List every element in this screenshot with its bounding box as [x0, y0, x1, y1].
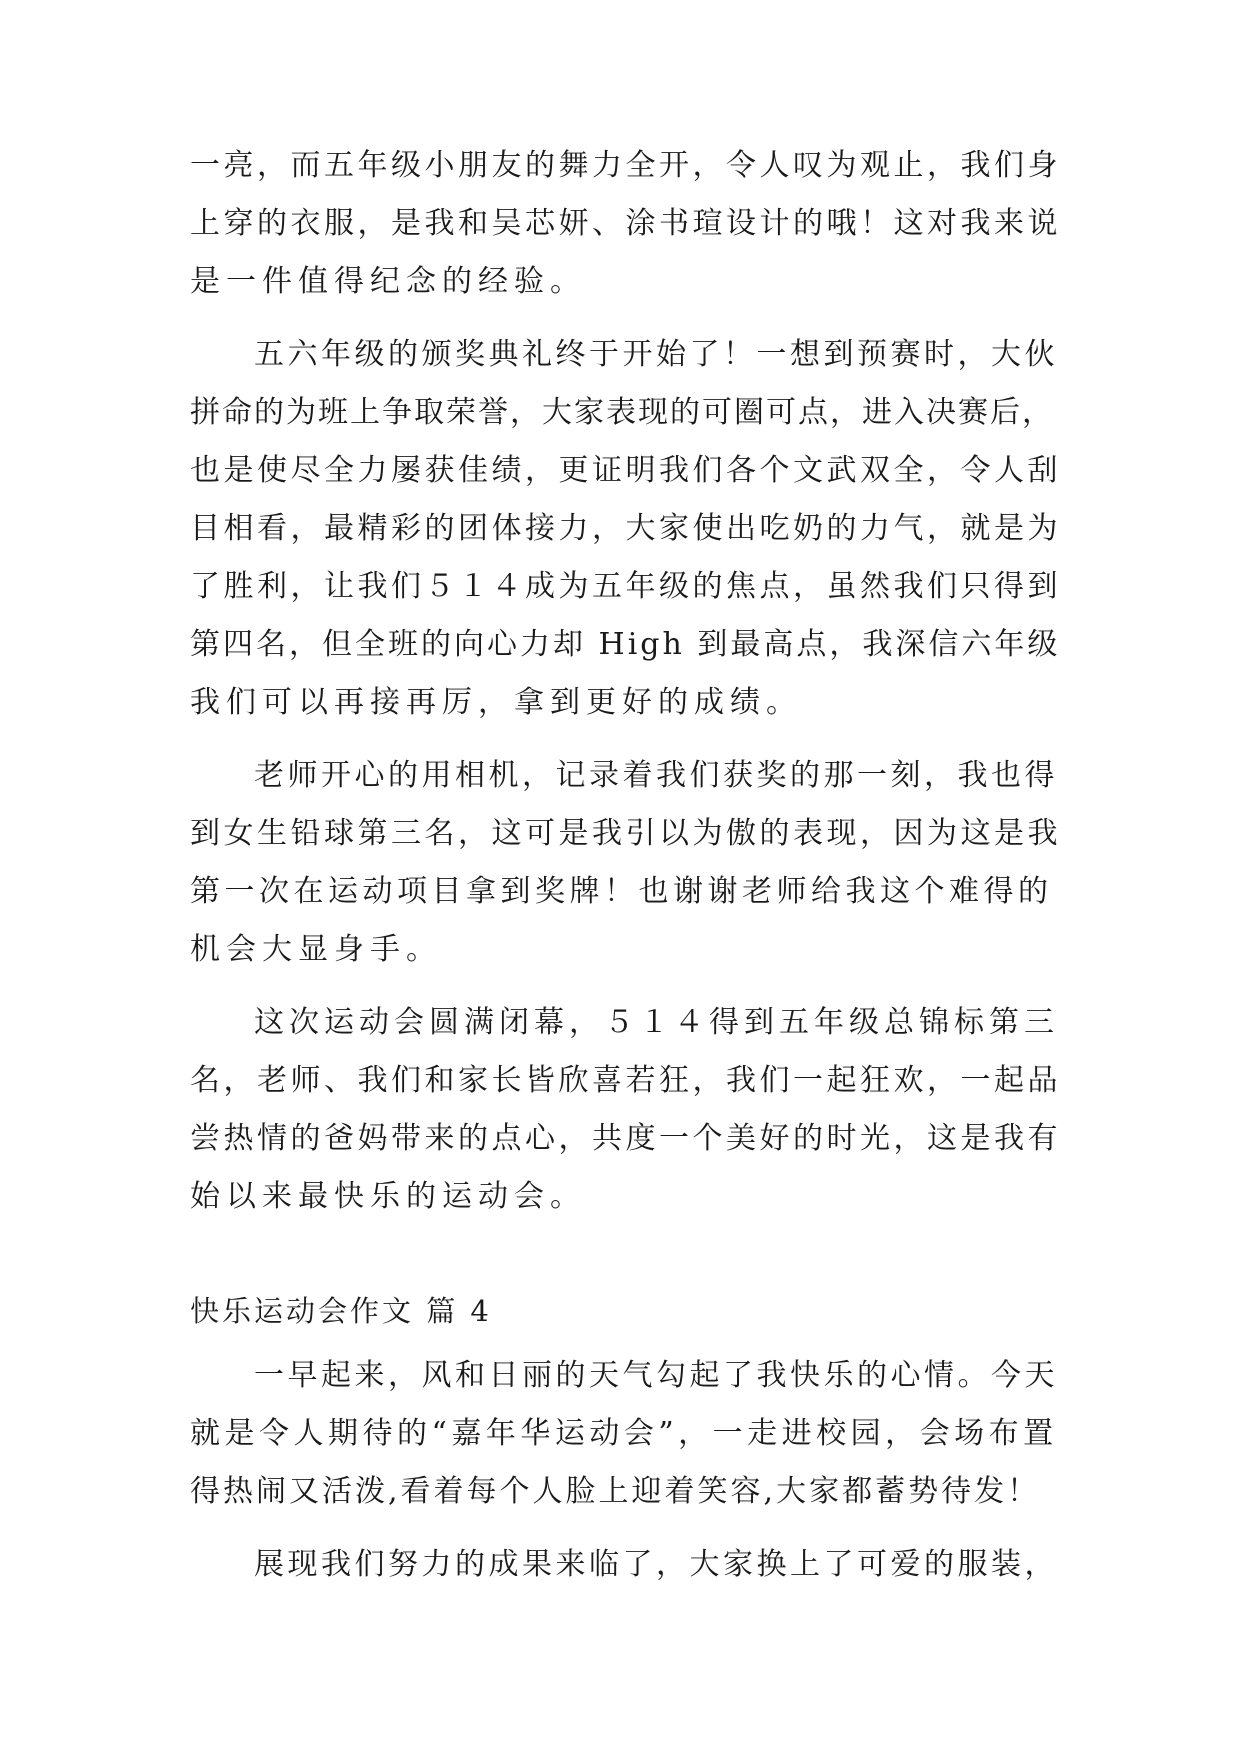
- paragraph-line: 上穿的衣服，是我和吴芯妍、涂书瑄设计的哦！这对我来说: [190, 206, 1061, 241]
- paragraph-line: 第一次在运动项目拿到奖牌！也谢谢老师给我这个难得的: [190, 874, 1053, 909]
- paragraph-line: 我们可以再接再厉，拿到更好的成绩。: [190, 685, 802, 720]
- paragraph-line: 五六年级的颁奖典礼终于开始了！一想到预赛时，大伙: [254, 337, 1058, 372]
- paragraph-line: 展现我们努力的成果来临了，大家换上了可爱的服装，: [254, 1547, 1058, 1582]
- paragraph-line: 了胜利，让我们５１４成为五年级的焦点，虽然我们只得到: [190, 569, 1061, 604]
- paragraph-line: 第四名，但全班的向心力却 High 到最高点，我深信六年级: [190, 627, 1061, 662]
- section-heading: 快乐运动会作文 篇 4: [190, 1294, 492, 1328]
- paragraph-line: 也是使尽全力屡获佳绩，更证明我们各个文武双全，令人刮: [190, 453, 1061, 488]
- paragraph-line: 拼命的为班上争取荣誉，大家表现的可圈可点，进入决赛后，: [190, 395, 1054, 430]
- paragraph-line: 始以来最快乐的运动会。: [190, 1179, 586, 1214]
- paragraph-line: 机会大显身手。: [190, 932, 442, 967]
- paragraph-line: 得热闹又活泼,看着每个人脸上迎着笑容,大家都蓄势待发！: [190, 1474, 1041, 1509]
- paragraph-line: 这次运动会圆满闭幕，５１４得到五年级总锦标第三: [254, 1005, 1059, 1040]
- paragraph-line: 名，老师、我们和家长皆欣喜若狂，我们一起狂欢，一起品: [190, 1063, 1061, 1098]
- paragraph-line: 一早起来，风和日丽的天气勾起了我快乐的心情。今天: [254, 1358, 1058, 1393]
- paragraph-line: 到女生铅球第三名，这可是我引以为傲的表现，因为这是我: [190, 816, 1061, 851]
- paragraph-line: 老师开心的用相机，记录着我们获奖的那一刻，我也得: [254, 758, 1058, 793]
- paragraph-line: 目相看，最精彩的团体接力，大家使出吃奶的力气，就是为: [190, 511, 1061, 546]
- paragraph-line: 就是令人期待的“嘉年华运动会”，一走进校园，会场布置: [190, 1416, 1058, 1451]
- paragraph-line: 是一件值得纪念的经验。: [190, 264, 586, 299]
- paragraph-line: 一亮，而五年级小朋友的舞力全开，令人叹为观止，我们身: [190, 148, 1061, 183]
- paragraph-line: 尝热情的爸妈带来的点心，共度一个美好的时光，这是我有: [190, 1121, 1061, 1156]
